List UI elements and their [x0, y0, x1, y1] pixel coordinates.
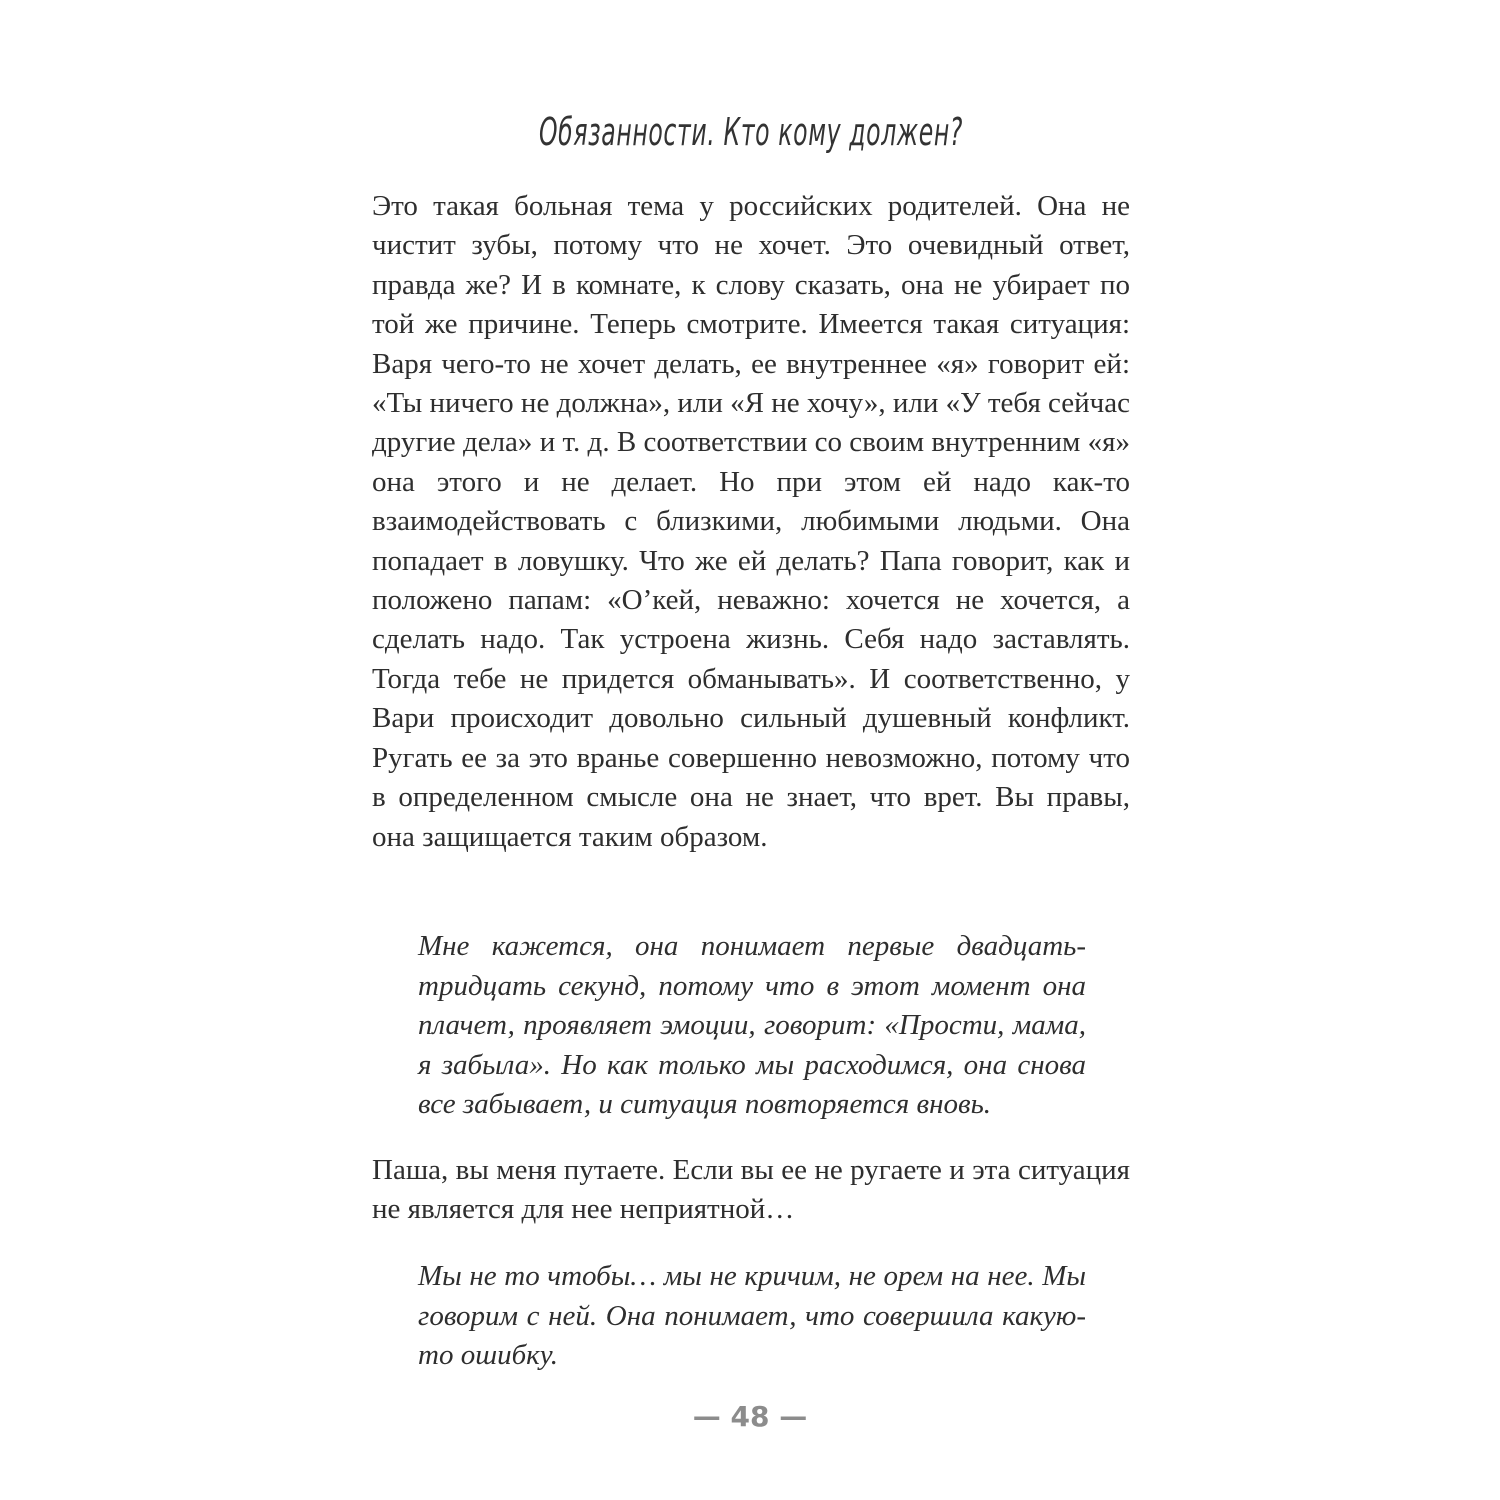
quote-paragraph: Мне кажется, она понимает первые двадцать-тридцать секунд, потому что в этот момент она плачет, проявляет эмоции, говорит: «Прости, мама, я забыла». Но как только мы расходимся, она снова все забывает, и ситуация повторяется вновь.	[418, 930, 1086, 1121]
chapter-title: Обязанности. Кто кому должен?	[539, 110, 963, 154]
quote-paragraph: Мы не то чтобы… мы не кричим, не орем на нее. Мы говорим с ней. Она понимает, что совершила какую-то ошибку.	[418, 1260, 1086, 1372]
body-paragraph: Это такая больная тема у российских родителей. Она не чистит зубы, потому что не хочет. Это очевидный ответ, правда же? И в комнате, к слову сказать, она не убирает по той же причине. Теперь смотрите. Имеется такая ситуация: Варя чего-то не хочет делать, ее внутреннее «я» говорит ей: «Ты ничего не должна», или «Я не хочу», или «У тебя сейчас другие дела» и т. д. В соответствии со своим внутренним «я» она этого и не делает. Но при этом ей надо как-то взаимодействовать с близкими, любимыми людьми. Она попадает в ловушку. Что же ей делать? Папа говорит, как и положено папам: «О’кей, неважно: хочется не хочется, а сделать надо. Так устроена жизнь. Себя надо заставлять. Тогда тебе не придется обманывать». И соответственно, у Вари происходит довольно сильный душевный конфликт. Ругать ее за это вранье совершенно невозможно, потому что в определенном смысле она не знает, что врет. Вы правы, она защищается таким образом.	[372, 190, 1130, 853]
body-paragraph: Паша, вы меня путаете. Если вы ее не ругаете и эта ситуация не является для нее неприятной…	[372, 1154, 1130, 1226]
page-number: — 48 —	[692, 1400, 808, 1433]
